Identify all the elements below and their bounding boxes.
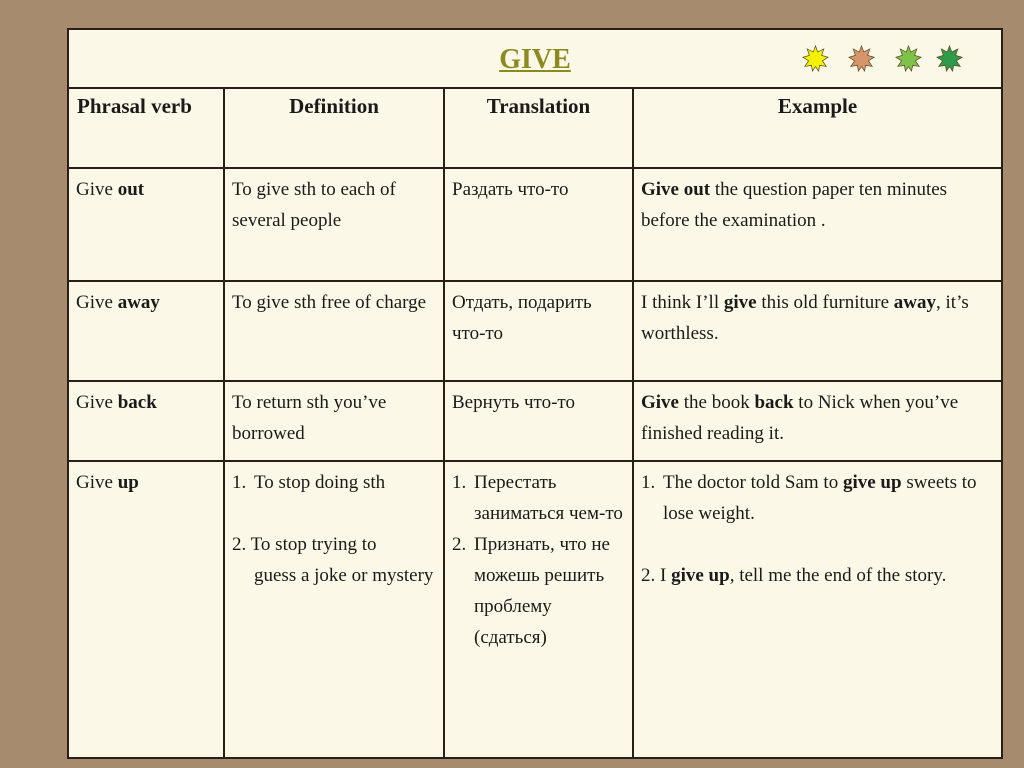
definition-cell [224, 461, 444, 757]
list-item: 2. I give up, tell me the end of the story. [641, 565, 947, 586]
table-row [69, 381, 1001, 461]
star-icon [936, 45, 963, 72]
example-cell: Give out the question paper ten minutes before the examination . [633, 168, 1001, 281]
table-header-row [69, 87, 1001, 168]
column-header-phrasal-verb: Phrasal verb [69, 87, 224, 168]
table-row [69, 168, 1001, 281]
verb-cell: Give back [69, 381, 224, 461]
column-header-translation: Translation [444, 87, 633, 168]
column-header-definition: Definition [224, 87, 444, 168]
star-icon [895, 45, 922, 72]
translation-cell: Вернуть что-то [444, 381, 633, 461]
table-row [69, 281, 1001, 381]
example-cell: Give the book back to Nick when you’ve finished reading it. [633, 381, 1001, 461]
star-icon [848, 45, 875, 72]
translation-cell: Раздать что-то [444, 168, 633, 281]
translation-cell [444, 461, 633, 757]
verb-cell: Give out [69, 168, 224, 281]
list-item: 1. To stop doing sth [232, 472, 386, 493]
list-item: 1. The doctor told Sam to give up sweets to lose weight. [641, 472, 977, 524]
example-cell: I think I’ll give this old furniture away, it’s worthless. [633, 281, 1001, 381]
list-item: 2. To stop trying to [232, 534, 377, 555]
definition-cell: To give sth free of charge [224, 281, 444, 381]
phrasal-verb-table [69, 87, 1001, 757]
definition-cell: To give sth to each of several people [224, 168, 444, 281]
star-icon [802, 45, 829, 72]
title-row [69, 30, 1001, 89]
definition-cell: To return sth you’ve borrowed [224, 381, 444, 461]
list-item: 2. Признать, что не можешь решить проблему (сдаться) [452, 534, 610, 648]
list-item: 1. Перестать заниматься чем-то [452, 472, 623, 524]
verb-cell: Give away [69, 281, 224, 381]
column-header-example: Example [633, 87, 1001, 168]
list-item-continuation: guess a joke or mystery [254, 565, 434, 586]
example-cell [633, 461, 1001, 757]
star-group [802, 45, 972, 73]
verb-cell: Give up [69, 461, 224, 757]
translation-cell: Отдать, подарить что-то [444, 281, 633, 381]
table-row [69, 461, 1001, 757]
page-title: GIVE [499, 44, 571, 75]
slide [67, 28, 1003, 759]
